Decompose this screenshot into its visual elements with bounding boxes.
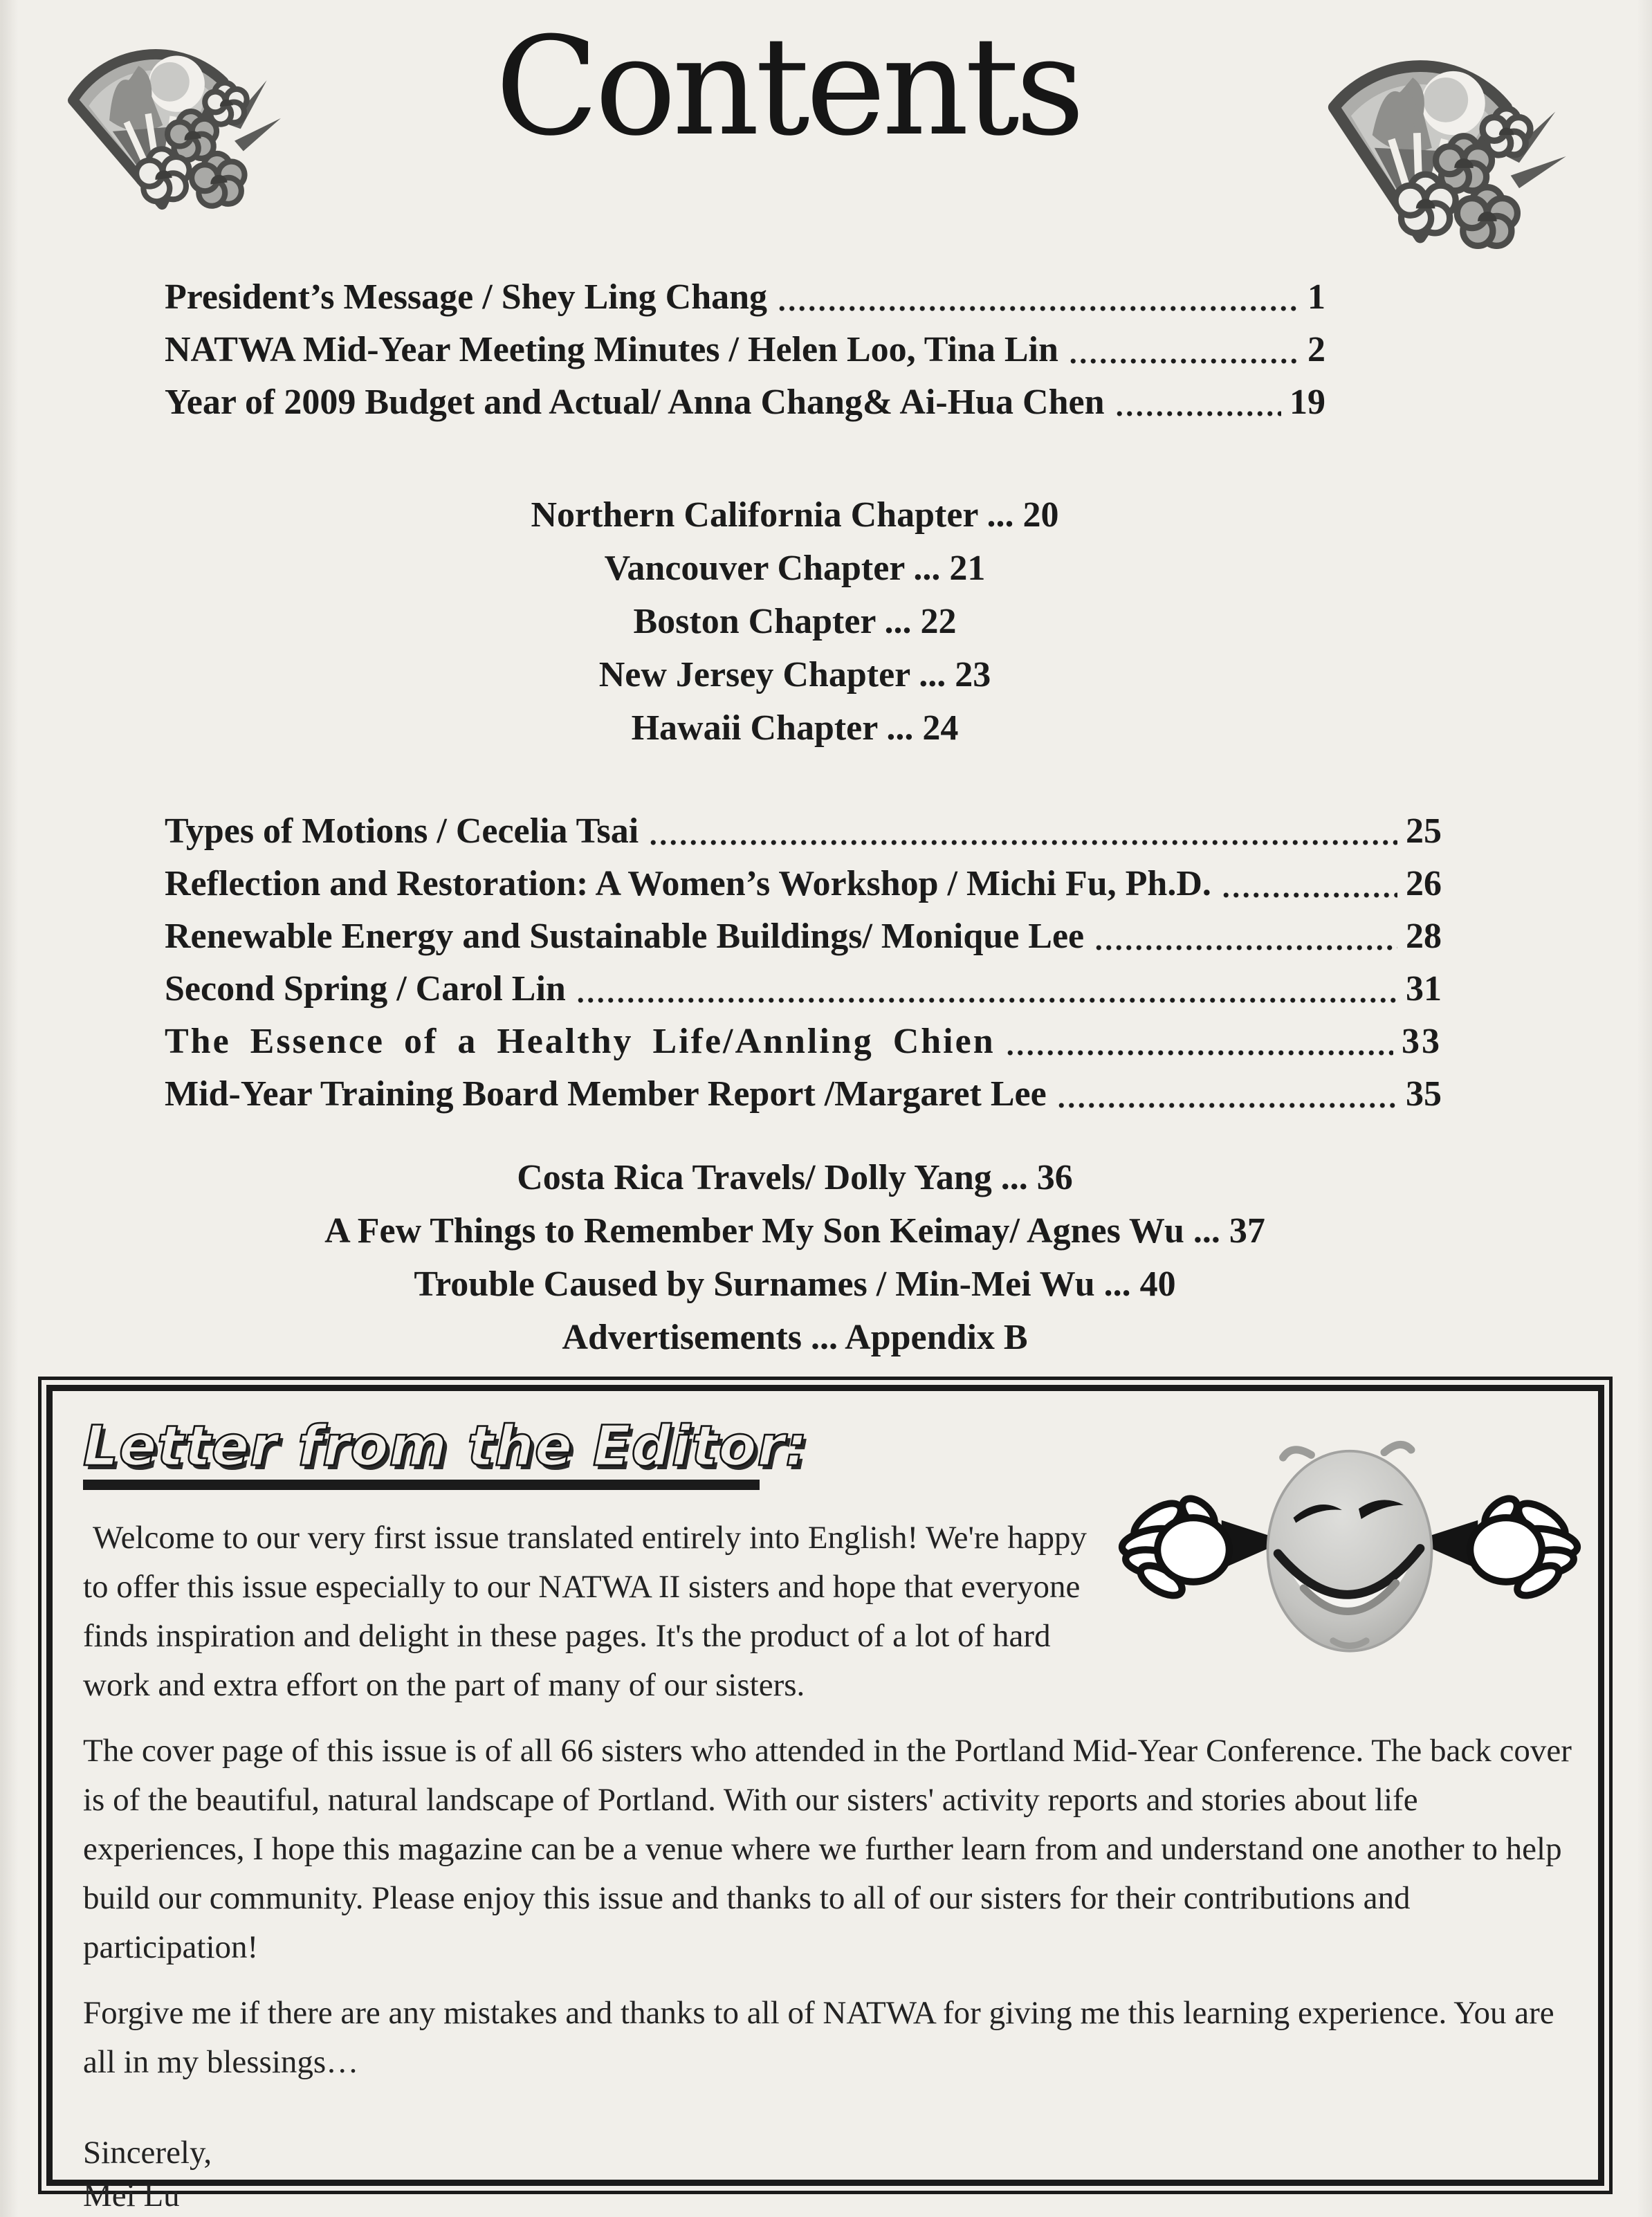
letter-paragraph: Forgive me if there are any mistakes and thanks to all of NATWA for giving me this learning experience. You are all in my blessings… bbox=[83, 1995, 1554, 2080]
chapter-item: Northern California Chapter ... 20 bbox=[531, 495, 1059, 535]
chapter-list bbox=[0, 488, 1590, 755]
dot-leader bbox=[1221, 858, 1397, 910]
dot-leader bbox=[1094, 910, 1397, 963]
feature-item: Costa Rica Travels/ Dolly Yang ... 36 bbox=[517, 1158, 1073, 1197]
chapter-item: New Jersey Chapter ... 23 bbox=[598, 655, 991, 694]
toc-entry-title: The Essence of a Healthy Life/Annling Chien bbox=[165, 1022, 995, 1061]
toc-entry-title: Second Spring / Carol Lin bbox=[165, 969, 566, 1009]
toc-page-number: 26 bbox=[1406, 864, 1442, 903]
chapter-item: Hawaii Chapter ... 24 bbox=[631, 708, 959, 748]
feature-item: A Few Things to Remember My Son Keimay/ Agnes Wu ... 37 bbox=[324, 1211, 1265, 1251]
toc-page-number: 33 bbox=[1402, 1022, 1442, 1061]
toc-entry bbox=[165, 376, 1325, 429]
smiley-open-arms-icon bbox=[1125, 1423, 1575, 1666]
dot-leader bbox=[1005, 1015, 1393, 1068]
toc-entry bbox=[165, 1068, 1442, 1121]
letter-signature: Mei Lu bbox=[83, 2178, 180, 2214]
editor-letter-heading: Letter from the Editor: bbox=[83, 1414, 808, 1478]
toc-entry bbox=[165, 910, 1442, 963]
toc-page-number: 28 bbox=[1406, 917, 1442, 956]
dot-leader bbox=[576, 963, 1397, 1015]
toc-page-number: 19 bbox=[1290, 383, 1325, 422]
toc-entry bbox=[165, 858, 1442, 910]
dot-leader bbox=[777, 271, 1299, 324]
page-title: Contents bbox=[495, 8, 1081, 166]
editor-letter-box bbox=[38, 1377, 1613, 2214]
toc-entry bbox=[165, 1015, 1442, 1068]
editor-letter-inner-frame bbox=[46, 1385, 1604, 2214]
toc-entry-title: Reflection and Restoration: A Women’s Workshop / Michi Fu, Ph.D. bbox=[165, 864, 1211, 903]
chapter-item: Vancouver Chapter ... 21 bbox=[604, 549, 986, 588]
toc-page-number: 25 bbox=[1406, 811, 1442, 851]
toc-entry-title: Renewable Energy and Sustainable Buildings/ Monique Lee bbox=[165, 917, 1085, 956]
toc-entry-title: Year of 2009 Budget and Actual/ Anna Chang& Ai-Hua Chen bbox=[165, 383, 1105, 422]
dot-leader bbox=[1114, 376, 1282, 429]
toc-entry-title: Mid-Year Training Board Member Report /Margaret Lee bbox=[165, 1074, 1047, 1114]
toc-entry bbox=[165, 271, 1325, 324]
letter-closing: Sincerely, bbox=[83, 2135, 212, 2171]
toc-entry-title: Types of Motions / Cecelia Tsai bbox=[165, 811, 639, 851]
toc-entry bbox=[165, 324, 1325, 376]
toc-page-number: 1 bbox=[1307, 277, 1325, 317]
dot-leader bbox=[1056, 1068, 1397, 1121]
heading-underline bbox=[83, 1480, 760, 1490]
feature-item: Trouble Caused by Surnames / Min-Mei Wu ... 40 bbox=[414, 1264, 1176, 1304]
toc-entry bbox=[165, 805, 1442, 858]
toc-entry-title: NATWA Mid-Year Meeting Minutes / Helen Loo, Tina Lin bbox=[165, 330, 1058, 369]
dot-leader bbox=[1068, 324, 1299, 376]
chapter-item: Boston Chapter ... 22 bbox=[633, 602, 957, 641]
toc-page-number: 2 bbox=[1307, 330, 1325, 369]
letter-paragraph: Welcome to our very first issue translated entirely into English! We're happy to offer this issue especially to our NATWA II sisters and hope that everyone finds inspiration and delight in these pages. It's the product of a lot of hard work and extra effort on the part of many of our sisters. bbox=[83, 1520, 1087, 1703]
toc-entry bbox=[165, 963, 1442, 1015]
letter-paragraph: The cover page of this issue is of all 66 sisters who attended in the Portland Mid-Year Conference. The back cover is of the beautiful, natural landscape of Portland. With our sisters' activity reports and stories about life experiences, I hope this magazine can be a venue where we further learn from and understand one another to help build our community. Please enjoy this issue and thanks to all of our sisters for their contributions and participation! bbox=[83, 1733, 1572, 1965]
toc-section-articles-1 bbox=[165, 271, 1325, 429]
feature-item: Advertisements ... Appendix B bbox=[562, 1318, 1028, 1357]
toc-page-number: 31 bbox=[1406, 969, 1442, 1009]
toc-section-features bbox=[0, 1151, 1590, 1364]
toc-page-number: 35 bbox=[1406, 1074, 1442, 1114]
dot-leader bbox=[648, 805, 1397, 858]
toc-section-articles-2 bbox=[165, 805, 1442, 1121]
letter-closing-block bbox=[83, 2131, 1575, 2217]
toc-entry-title: President’s Message / Shey Ling Chang bbox=[165, 277, 768, 317]
